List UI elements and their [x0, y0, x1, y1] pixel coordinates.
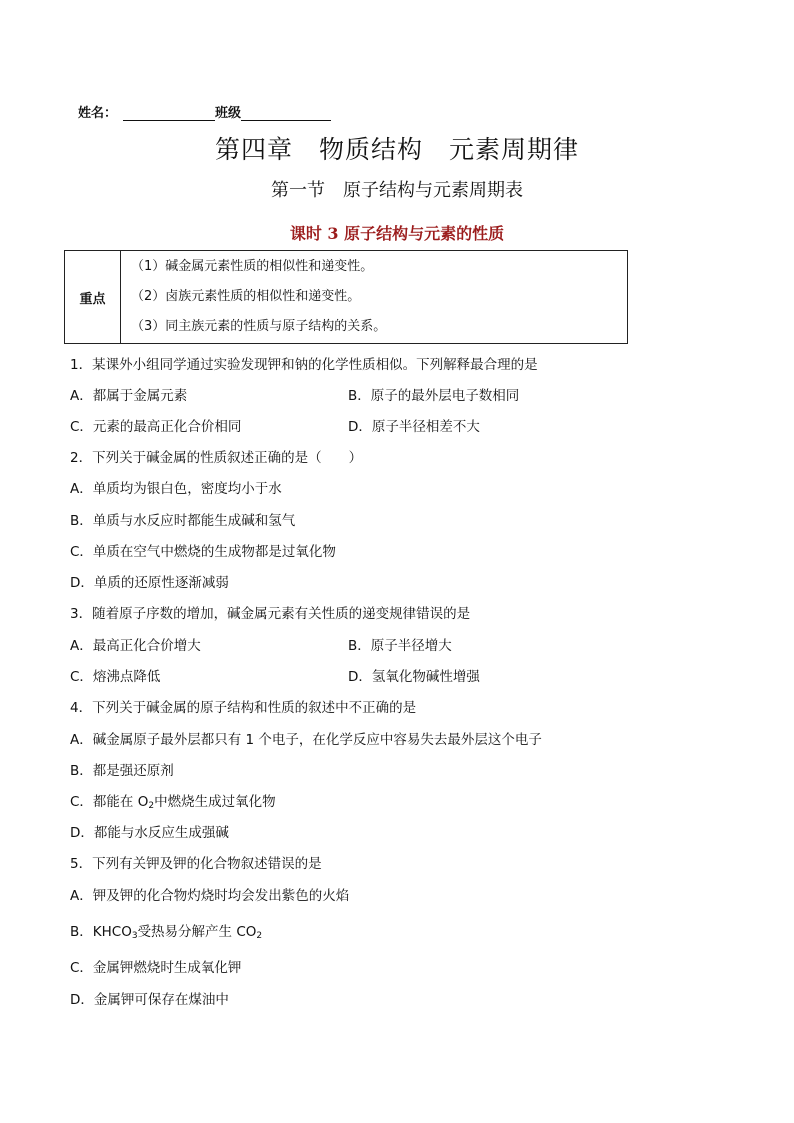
question-4-option-b[interactable]: B．都是强还原剂 — [70, 763, 174, 779]
key-point-item: （2）卤族元素性质的相似性和递变性。 — [131, 289, 361, 304]
chapter-title: 第四章 物质结构 元素周期律 — [214, 135, 579, 164]
name-blank[interactable] — [123, 106, 215, 121]
question-2-option-b[interactable]: B．单质与水反应时都能生成碱和氢气 — [70, 513, 296, 529]
question-4-option-d[interactable]: D．都能与水反应生成强碱 — [70, 825, 229, 841]
khco3-subscript: 3 — [131, 931, 138, 941]
question-4-option-a[interactable]: A．碱金属原子最外层都只有 1 个电子，在化学反应中容易失去最外层这个电子 — [70, 732, 542, 748]
question-4-option-c[interactable] — [70, 790, 276, 811]
co2-subscript: 2 — [256, 931, 263, 941]
name-label: 姓名： — [78, 106, 118, 121]
question-5-option-c[interactable]: C．金属钾燃烧时生成氧化钾 — [70, 960, 242, 976]
question-1-option-d[interactable]: D．原子半径相差不大 — [348, 419, 480, 435]
oxygen-subscript: 2 — [148, 801, 155, 811]
question-2-option-a[interactable]: A．单质均为银白色，密度均小于水 — [70, 481, 282, 497]
question-2-option-d[interactable]: D．单质的还原性逐渐减弱 — [70, 575, 229, 591]
section-title: 第一节 原子结构与元素周期表 — [271, 180, 523, 201]
question-5-option-a[interactable]: A．钾及钾的化合物灼烧时均会发出紫色的火焰 — [70, 888, 350, 904]
option-b-mid: 受热易分解产生 CO — [137, 924, 257, 940]
class-label: 班级 — [215, 106, 242, 121]
key-point-item: （1）碱金属元素性质的相似性和递变性。 — [131, 259, 374, 274]
question-3-option-a[interactable]: A．最高正化合价增大 — [70, 638, 201, 654]
question-1-stem: 1．某课外小组同学通过实验发现钾和钠的化学性质相似。下列解释最合理的是 — [70, 357, 538, 373]
question-2-stem: 2．下列关于碱金属的性质叙述正确的是（ ） — [70, 450, 363, 466]
question-2-option-c[interactable]: C．单质在空气中燃烧的生成物都是过氧化物 — [70, 544, 336, 560]
question-5-stem: 5．下列有关钾及钾的化合物叙述错误的是 — [70, 856, 322, 872]
key-points-list — [121, 251, 627, 343]
class-blank[interactable] — [241, 106, 331, 121]
question-3-option-c[interactable]: C．熔沸点降低 — [70, 669, 161, 685]
key-point-item: （3）同主族元素的性质与原子结构的关系。 — [131, 319, 387, 334]
question-5-option-b[interactable] — [70, 920, 262, 941]
question-1-option-c[interactable]: C．元素的最高正化合价相同 — [70, 419, 242, 435]
question-1-option-b[interactable]: B．原子的最外层电子数相同 — [348, 388, 520, 404]
question-5-option-d[interactable]: D．金属钾可保存在煤油中 — [70, 992, 229, 1008]
lesson-title: 课时 3 原子结构与元素的性质 — [289, 224, 505, 243]
question-3-option-d[interactable]: D．氢氧化物碱性增强 — [348, 669, 480, 685]
question-3-stem: 3．随着原子序数的增加，碱金属元素有关性质的递变规律错误的是 — [70, 606, 471, 622]
question-4-stem: 4．下列关于碱金属的原子结构和性质的叙述中不正确的是 — [70, 700, 417, 716]
key-points-label: 重点 — [65, 251, 121, 343]
key-points-box — [64, 250, 628, 344]
name-class-line — [78, 102, 331, 121]
option-c-tail: 中燃烧生成过氧化物 — [154, 794, 276, 810]
option-b-text: B．KHCO — [70, 924, 132, 940]
question-1-option-a[interactable]: A．都属于金属元素 — [70, 388, 188, 404]
option-c-text: C．都能在 O — [70, 794, 149, 810]
question-3-option-b[interactable]: B．原子半径增大 — [348, 638, 452, 654]
